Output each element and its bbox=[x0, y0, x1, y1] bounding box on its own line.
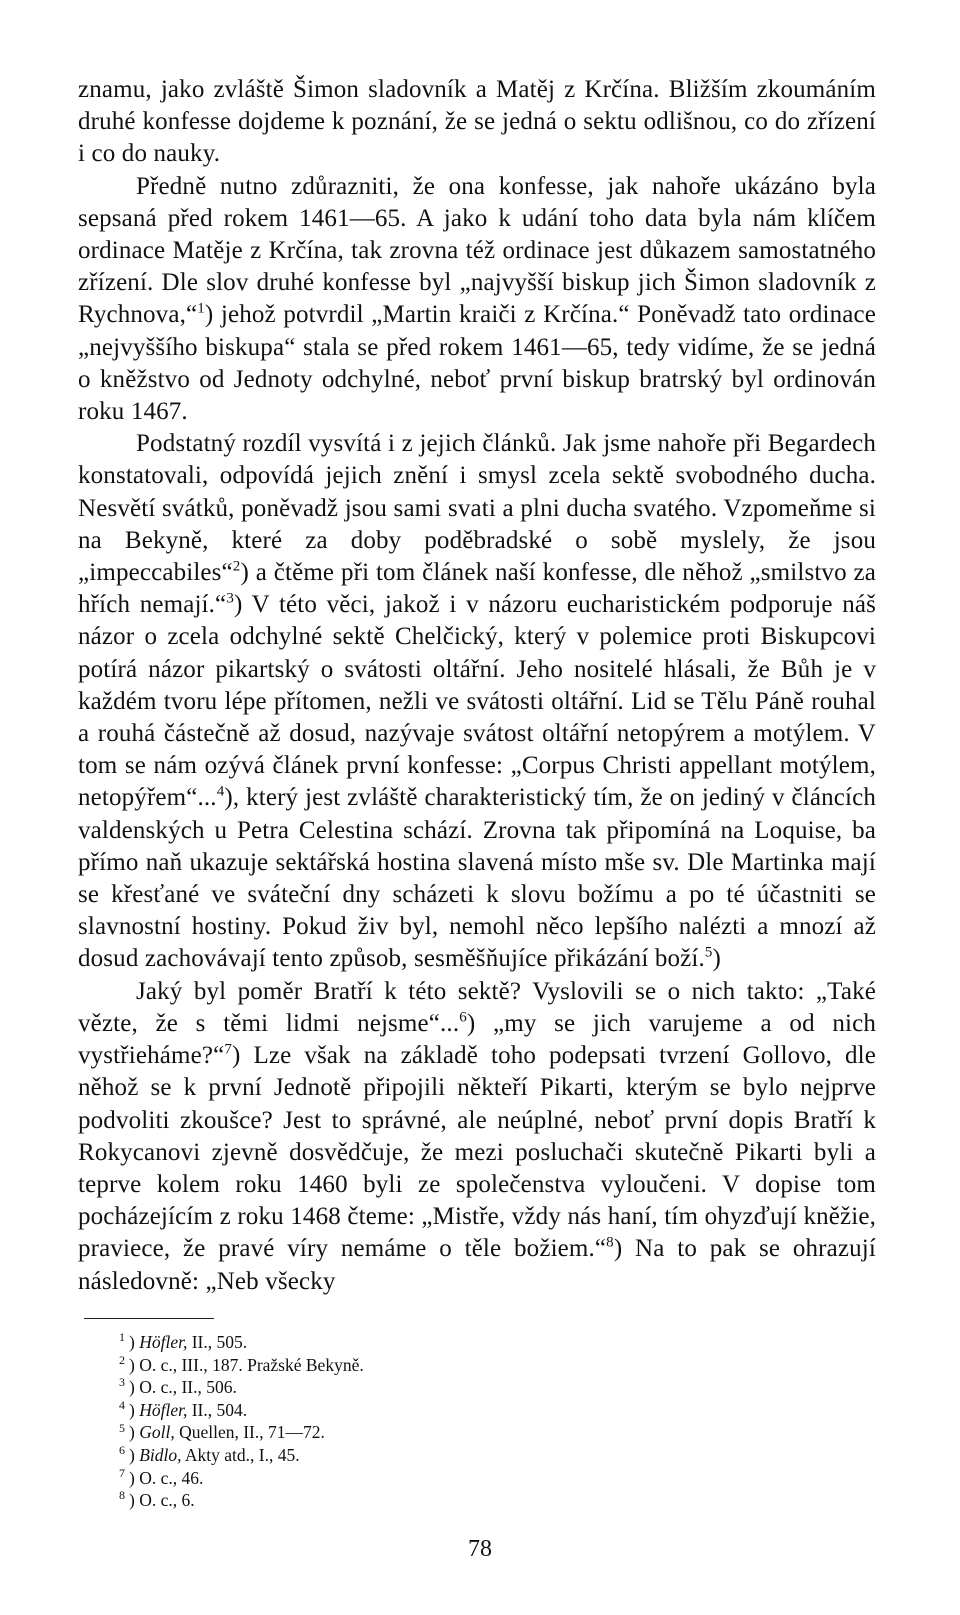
paragraph-text: ) bbox=[712, 945, 722, 973]
footnote-text: O. c., 6. bbox=[139, 1490, 195, 1511]
footnote-ref: 6 bbox=[459, 1009, 467, 1026]
footnote-ref: 1 bbox=[197, 301, 205, 318]
footnote-text: Akty atd., I., 45. bbox=[181, 1444, 300, 1465]
footnote-ref: 2 bbox=[232, 558, 241, 575]
footnote-text: Quellen, II., 71—72. bbox=[174, 1422, 325, 1443]
footnote bbox=[119, 1399, 364, 1422]
paragraph-text: Jaký byl poměr Bratří k této sektě? Vyslovili se o nich takto: „Také vězte, že s těmi lidmi nejsme“... bbox=[78, 977, 876, 1037]
footnote-mark: 6 bbox=[119, 1443, 125, 1458]
paragraph-text: ) Na to pak se ohrazují následovně: „Neb všecky bbox=[78, 1235, 876, 1295]
page-number: 78 bbox=[468, 1536, 492, 1562]
footnote-ref: 3 bbox=[226, 590, 234, 607]
footnote-mark: 8 bbox=[119, 1488, 125, 1503]
footnote-mark: 5 bbox=[119, 1420, 125, 1435]
footnote-paren: ) bbox=[129, 1354, 140, 1375]
footnote-text: O. c., 46. bbox=[139, 1467, 204, 1488]
page-body bbox=[78, 74, 876, 1298]
footnote-mark: 2 bbox=[119, 1352, 125, 1367]
paragraph-text: Předně nutno zdůrazniti, že ona konfesse, jak nahoře ukázáno byla sepsaná před rokem 1461—65. A jako k udání toho data byla nám klíčem ordinace Matěje z Krčína, tak zrovna též ordinace jest důkazem samostatného zřízení. Dle slov druhé konfesse byl „najvyšší biskup jich Šimon sladovník z Rychnova,“ bbox=[78, 172, 876, 329]
paragraph-text: Podstatný rozdíl vysvítá i z jejich článků. Jak jsme nahoře při Begardech konstatovali, odpovídá jejich znění i smysl zcela sektě svobodného ducha. Nesvětí svátků, poněvadž jsou sami svati a plni ducha svatého. Vzpomeňme si na Bekyně, které za doby poděbradské o sobě myslely, že jsou „impeccabiles“ bbox=[78, 430, 876, 587]
footnote-author: Bidlo, bbox=[139, 1444, 182, 1465]
paragraph bbox=[78, 74, 876, 171]
paragraph-text: ) Lze však na základě toho podepsati tvrzení Gollovo, dle něhož se k první Jednotě připojili někteří Pikarti, kterým se bylo nejprve podvoliti zkoušce? Jest to správné, ale neúplné, neboť první dopis Bratří k Rokycanovi zjevně dosvědčuje, že mezi posluchači skutečně Pikarti byli a teprve kolem roku 1460 byli ze společenstva vyloučeni. V dopise tom pocházejícím z roku 1468 čteme: „Mistře, vždy nás haní, tím ohyzďují kněžie, praviece, že pravé víry nemáme o těle božiem.“ bbox=[78, 1042, 876, 1263]
paragraph bbox=[78, 428, 876, 975]
footnote-text: O. c., II., 506. bbox=[139, 1377, 237, 1398]
footnote-author: Höfler, bbox=[139, 1332, 188, 1352]
footnote-ref: 7 bbox=[224, 1041, 232, 1058]
footnote bbox=[119, 1489, 364, 1512]
footnote-text: O. c., III., 187. Pražské Bekyně. bbox=[139, 1354, 364, 1375]
footnote-paren: ) bbox=[129, 1444, 140, 1465]
paragraph-text: znamu, jako zvláště Šimon sladovník a Matěj z Krčína. Bližším zkoumáním druhé konfesse dojdeme k poznání, že se jedná o sektu odlišnou, co do zřízení i co do nauky. bbox=[78, 76, 876, 168]
paragraph-text: ) jehož potvrdil „Martin kraiči z Krčína.“ Poněvadž tato ordinace „nejvyššího biskupa“ stala se před rokem 1461—65, tedy vidíme, že se jedná o kněžstvo od Jednoty odchylné, neboť první biskup bratrský byl ordinován roku 1467. bbox=[78, 301, 876, 426]
main-text bbox=[78, 74, 876, 1298]
footnote-ref: 4 bbox=[216, 784, 225, 801]
footnote bbox=[119, 1354, 364, 1377]
paragraph bbox=[78, 171, 876, 429]
paragraph-text: ) „my se jich varujeme a od nich vystřieháme?“ bbox=[78, 1009, 877, 1070]
footnote-separator bbox=[84, 1318, 214, 1319]
footnote-author: Goll, bbox=[139, 1422, 175, 1443]
footnote-mark: 1 bbox=[119, 1330, 125, 1345]
footnote-text: II., 505. bbox=[187, 1332, 248, 1352]
paragraph-text: ), který jest zvláště charakteristický tím, že on jediný v článcích valdenských u Petra Celestina schází. Zrovna tak připomíná na Loquise, ba přímo naň ukazuje sektářská hostina slavená místo mše sv. Dle Martinka mají se křesťané ve sváteční dny scházeti k slovu božímu a po té účastniti se slavnostní hostiny. Pokud živ byl, nemohl něco lepšího nalézti a mnozí až dosud zachovávají tento způsob, sesměšňujíce přikázání boží. bbox=[78, 784, 876, 973]
footnote-author: Höfler, bbox=[139, 1399, 188, 1420]
footnote-paren: ) bbox=[129, 1422, 140, 1443]
footnote-mark: 3 bbox=[119, 1375, 125, 1390]
footnote bbox=[119, 1421, 364, 1444]
footnote-mark: 4 bbox=[119, 1397, 125, 1412]
footnote-paren: ) bbox=[129, 1377, 140, 1398]
footnote-paren: ) bbox=[129, 1467, 140, 1488]
footnote-text: II., 504. bbox=[187, 1399, 248, 1420]
paragraph-text: ) V této věci, jakož i v názoru eucharistickém podporuje náš názor o zcela odchylné sektě Chelčický, který v polemice proti Biskupcovi potírá názor pikartský o svátosti oltářní. Jeho nositelé hlásali, že Bůh je v každém tvoru lépe přítomen, nežli ve svátosti oltářní. Lid se Tělu Páně rouhal a rouhá částečně až dosud, nazývaje svátost oltářní netopýrem a motýlem. V tom se nám ozývá článek první konfesse: „Corpus Christi appellant motýlem, netopýřem“... bbox=[78, 591, 877, 812]
footnote bbox=[119, 1331, 364, 1354]
footnote bbox=[119, 1444, 364, 1467]
footnote-ref: 5 bbox=[704, 945, 713, 962]
paragraph bbox=[78, 976, 876, 1298]
paragraph-text: ) a čtěme při tom článek naší konfesse, dle něhož „smilstvo za hřích nemají.“ bbox=[78, 559, 876, 619]
footnote-ref: 8 bbox=[606, 1234, 614, 1251]
footnote bbox=[119, 1467, 364, 1490]
footnotes bbox=[119, 1331, 364, 1512]
footnote-paren: ) bbox=[129, 1490, 140, 1511]
footnote-paren: ) bbox=[129, 1332, 140, 1352]
footnote bbox=[119, 1376, 364, 1399]
footnote-mark: 7 bbox=[119, 1465, 125, 1480]
footnote-paren: ) bbox=[129, 1399, 140, 1420]
